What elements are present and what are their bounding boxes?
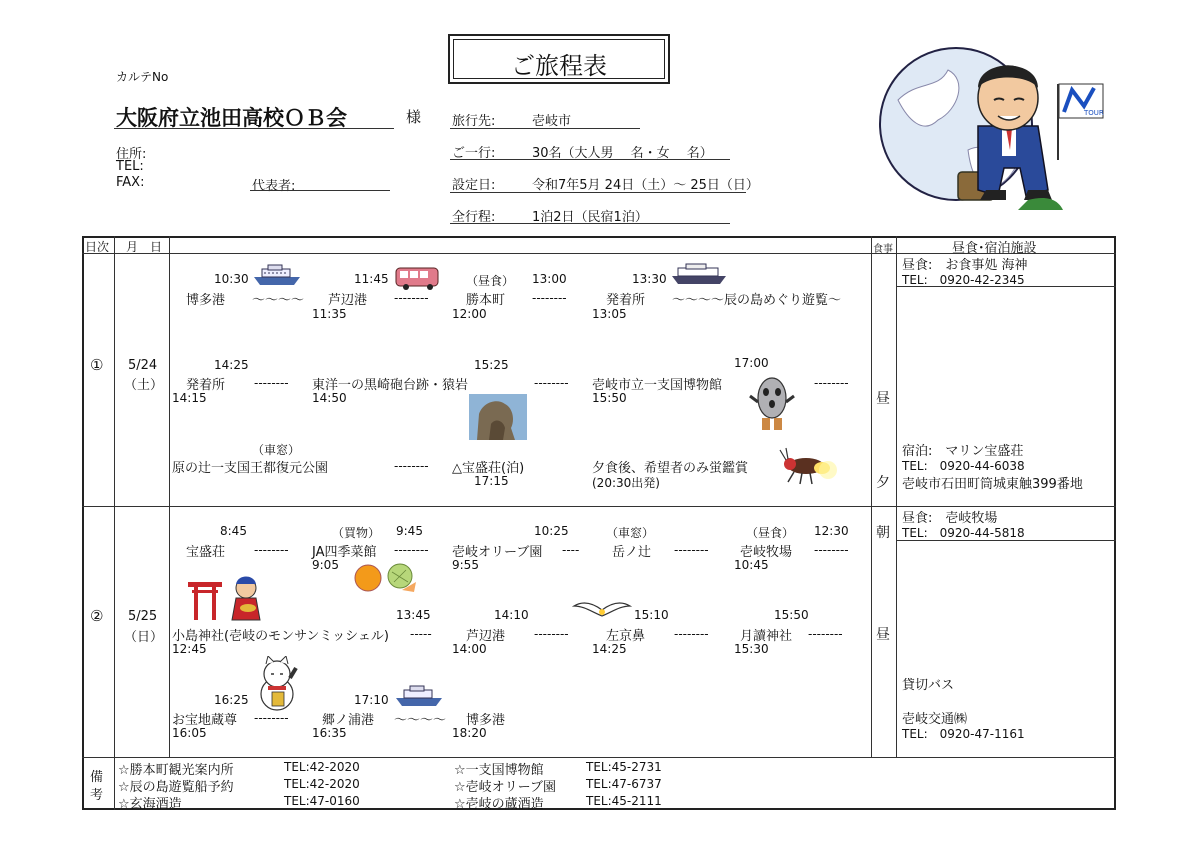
- day2-lunch-restaurant: 昼食: 壱岐牧場: [902, 511, 998, 526]
- time-label: 13:30: [632, 272, 667, 286]
- col-header-facility: 昼食･宿泊施設: [952, 241, 1037, 256]
- place-terminal: 発着所: [186, 378, 226, 393]
- time-label: 12:45: [172, 642, 207, 656]
- col-header-meal: 食事: [873, 244, 893, 255]
- lucky-cat-icon: [254, 656, 300, 712]
- ferry-icon: [252, 263, 302, 287]
- place-gonoura-port: 郷ノ浦港: [322, 713, 375, 728]
- time-label: 10:25: [534, 524, 569, 538]
- bus-company-tel: TEL: 0920-47-1161: [902, 727, 1025, 741]
- place-iki-farm: 壱岐牧場: [740, 545, 793, 560]
- time-label: 15:30: [734, 642, 769, 656]
- place-sakyobana: 左京鼻: [606, 629, 646, 644]
- day1-lunch-tel: TEL: 0920-42-2345: [902, 273, 1025, 287]
- title-box: [448, 34, 670, 84]
- representative-underline: [250, 190, 390, 191]
- road-route: --------: [254, 543, 289, 557]
- meal-col-right-line: [896, 236, 897, 757]
- road-route: -----: [410, 627, 432, 641]
- charter-bus: 貸切バス: [902, 678, 955, 693]
- remark-name: ☆玄海酒造: [118, 797, 182, 812]
- time-label: 16:05: [172, 726, 207, 740]
- road-route: --------: [814, 376, 849, 390]
- day2-number: ②: [90, 607, 104, 625]
- place-ashibe-port: 芦辺港: [328, 293, 368, 308]
- road-route: --------: [534, 376, 569, 390]
- remarks-label-2: 考: [90, 788, 104, 803]
- road-route: --------: [394, 291, 429, 305]
- logo-text: TOUR: [1084, 109, 1104, 117]
- remark-tel: TEL:45-2731: [586, 760, 662, 774]
- day2-date: 5/25: [128, 609, 158, 624]
- bus-company: 壱岐交通㈱: [902, 712, 968, 727]
- time-label: 9:05: [312, 558, 339, 572]
- day-col-line: [114, 236, 115, 757]
- time-label: 15:10: [634, 608, 669, 622]
- place-hoseiso-inn: △宝盛荘(泊): [452, 461, 525, 476]
- time-label: 14:25: [592, 642, 627, 656]
- place-hakata-port: 博多港: [466, 713, 506, 728]
- group-name-underline: [114, 128, 394, 129]
- time-label: 9:45: [396, 524, 423, 538]
- place-kurosaki-battery: 東洋一の黒崎砲台跡・猿岩: [312, 378, 469, 393]
- col-header-date: 月 日: [126, 240, 163, 254]
- day1-lodging-address: 壱岐市石田町筒城東触399番地: [902, 477, 1083, 492]
- window-view-note: （車窓）: [606, 526, 655, 540]
- schedule-label: 全行程:: [452, 210, 496, 225]
- karte-label: カルテNo: [116, 70, 169, 84]
- time-label: 13:05: [592, 307, 627, 321]
- window-view-note: （車窓）: [252, 443, 301, 457]
- time-label: 14:00: [452, 642, 487, 656]
- address-label: 住所:: [116, 147, 147, 162]
- remarks-divider-line: [82, 757, 1116, 758]
- time-label: 13:45: [396, 608, 431, 622]
- seagull-icon: [572, 598, 632, 622]
- time-label: 17:10: [354, 693, 389, 707]
- road-route: --------: [808, 627, 843, 641]
- remark-name: ☆一支国博物館: [454, 763, 544, 778]
- time-label: 13:00: [532, 272, 567, 286]
- remark-name: ☆壱岐オリーブ園: [454, 780, 557, 795]
- day2-lunch-tel: TEL: 0920-44-5818: [902, 526, 1025, 540]
- time-label: 15:50: [592, 391, 627, 405]
- remark-tel: TEL:47-0160: [284, 794, 360, 808]
- time-label: 14:50: [312, 391, 347, 405]
- remarks-label-1: 備: [90, 770, 104, 785]
- date-label: 設定日:: [452, 178, 496, 193]
- road-route: --------: [532, 291, 567, 305]
- mascot-globe-illustration: [878, 40, 1114, 216]
- road-route: --------: [394, 543, 429, 557]
- place-harunotsuji-park: 原の辻一支国王都復元公園: [172, 461, 329, 476]
- time-label: 15:25: [474, 358, 509, 372]
- tel-label: TEL:: [116, 159, 144, 174]
- lunch-note: （昼食）: [746, 526, 795, 540]
- day2-meal-breakfast: 朝: [876, 525, 890, 541]
- time-label: 16:25: [214, 693, 249, 707]
- day1-lunch-restaurant: 昼食: お食事処 海神: [902, 258, 1028, 273]
- time-label: 17:00: [734, 356, 769, 370]
- place-terminal: 発着所: [606, 293, 646, 308]
- ebisu-figure-icon: [228, 574, 264, 622]
- day1-meal-lunch: 昼: [876, 391, 890, 407]
- monkey-rock-photo: [469, 394, 527, 440]
- day1-number: ①: [90, 356, 104, 374]
- party-label: ご一行:: [452, 146, 496, 161]
- remark-tel: TEL:42-2020: [284, 777, 360, 791]
- time-label: 9:55: [452, 558, 479, 572]
- time-label: 18:20: [452, 726, 487, 740]
- ferry-icon: [394, 684, 444, 708]
- time-label: 11:45: [354, 272, 389, 286]
- road-route: --------: [254, 711, 289, 725]
- road-route: --------: [534, 627, 569, 641]
- place-ashibe-port: 芦辺港: [466, 629, 506, 644]
- remark-name: ☆勝本町観光案内所: [118, 763, 234, 778]
- day1-lodging: 宿泊: マリン宝盛荘: [902, 444, 1024, 459]
- firefly-departure: (20:30出発): [592, 476, 660, 490]
- place-ja-shikisaikan: JA四季菜館: [312, 545, 377, 560]
- date-underline: [450, 192, 746, 193]
- honorific: 様: [406, 108, 422, 126]
- schedule-underline: [450, 223, 730, 224]
- day2-meal-lunch: 昼: [876, 627, 890, 643]
- time-label: 14:15: [172, 391, 207, 405]
- time-label: 11:35: [312, 307, 347, 321]
- firefly-viewing: 夕食後、希望者のみ蛍鑑賞: [592, 461, 749, 476]
- cruise-ship-icon: [670, 262, 728, 286]
- time-label: 14:10: [494, 608, 529, 622]
- road-route: ----: [562, 543, 580, 557]
- place-kojima-shrine: 小島神社(壱岐のモンサンミッシェル): [172, 629, 389, 644]
- place-otakara-jizo: お宝地蔵尊: [172, 713, 238, 728]
- place-katsumoto: 勝本町: [466, 293, 506, 308]
- time-label: 15:50: [774, 608, 809, 622]
- sea-route: ～～～～: [394, 713, 447, 728]
- page-title: ご旅程表: [511, 52, 607, 80]
- place-hoseiso-inn: 宝盛荘: [186, 545, 226, 560]
- place-hakata-port: 博多港: [186, 293, 226, 308]
- bus-icon: [394, 264, 442, 292]
- day1-meal-dinner: 夕: [876, 475, 890, 491]
- party-underline: [450, 159, 730, 160]
- time-label: 16:35: [312, 726, 347, 740]
- road-route: --------: [254, 376, 289, 390]
- tatsunoshima-cruise: ～～～～辰の島めぐり遊覧～: [672, 293, 842, 308]
- day2-weekday: （日）: [124, 630, 164, 645]
- place-olive-garden: 壱岐オリーブ園: [452, 545, 543, 560]
- schedule-value: 1泊2日（民宿1泊）: [532, 210, 648, 225]
- sea-route: ～～～～: [252, 293, 305, 308]
- time-label: 10:30: [214, 272, 249, 286]
- day1-date: 5/24: [128, 358, 158, 373]
- fax-label: FAX:: [116, 175, 145, 190]
- remarks-col-line: [114, 757, 115, 810]
- road-route: --------: [674, 543, 709, 557]
- destination-value: 壱岐市: [532, 114, 572, 129]
- meal-col-left-line: [871, 236, 872, 757]
- time-label: 12:00: [452, 307, 487, 321]
- date-value: 令和7年5月 24日（土）～ 25日（日）: [532, 178, 759, 193]
- place-tsukiyomi-shrine: 月讀神社: [740, 629, 793, 644]
- day1-weekday: （土）: [124, 378, 164, 393]
- haniwa-mascot-icon: [748, 372, 796, 434]
- time-label: 10:45: [734, 558, 769, 572]
- remark-tel: TEL:42-2020: [284, 760, 360, 774]
- shopping-note: （買物）: [332, 526, 381, 540]
- col-header-day: 日次: [85, 240, 110, 254]
- time-label: 17:15: [474, 474, 509, 488]
- remark-name: ☆壱岐の蔵酒造: [454, 797, 544, 812]
- time-label: 14:25: [214, 358, 249, 372]
- time-label: 12:30: [814, 524, 849, 538]
- destination-underline: [450, 128, 640, 129]
- party-value: 30名（大人男 名・女 名）: [532, 146, 713, 161]
- remark-tel: TEL:47-6737: [586, 777, 662, 791]
- fruit-icon: [352, 562, 418, 594]
- group-name: 大阪府立池田高校ＯＢ会: [116, 106, 347, 130]
- firefly-icon: [778, 446, 838, 486]
- remark-name: ☆辰の島遊覧船予約: [118, 780, 234, 795]
- place-takenotsuji: 岳ノ辻: [612, 545, 652, 560]
- lunch-note: （昼食）: [466, 274, 515, 288]
- representative-label: 代表者:: [252, 179, 296, 194]
- place-ikikoku-museum: 壱岐市立一支国博物館: [592, 378, 723, 393]
- torii-gate-icon: [186, 578, 224, 622]
- day1-lodging-tel: TEL: 0920-44-6038: [902, 459, 1025, 473]
- road-route: --------: [394, 459, 429, 473]
- date-col-line: [169, 236, 170, 757]
- remark-tel: TEL:45-2111: [586, 794, 662, 808]
- road-route: --------: [674, 627, 709, 641]
- destination-label: 旅行先:: [452, 114, 496, 129]
- road-route: --------: [814, 543, 849, 557]
- time-label: 8:45: [220, 524, 247, 538]
